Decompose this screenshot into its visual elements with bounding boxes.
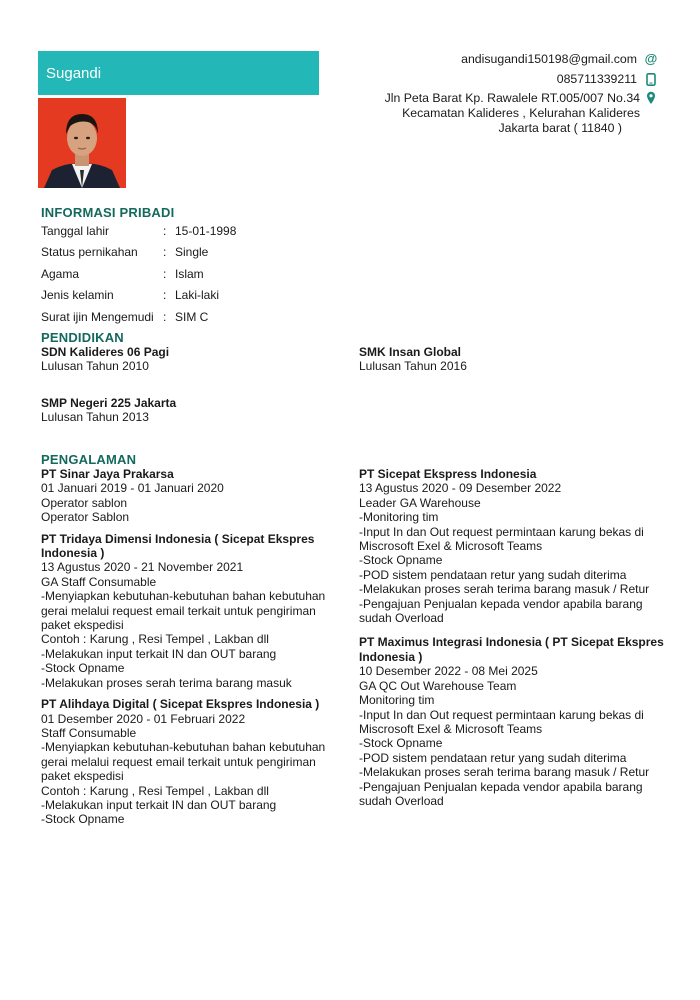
education-entry — [41, 345, 341, 374]
company-name: PT Sinar Jaya Prakarsa — [41, 467, 174, 481]
contact-info — [328, 50, 658, 136]
info-value: Laki-laki — [175, 288, 220, 303]
name-banner — [38, 51, 319, 95]
experience-line: Staff Consumable — [41, 725, 137, 740]
email-row — [328, 50, 658, 68]
graduation-year: Lulusan Tahun 2010 — [41, 359, 149, 374]
graduation-year: Lulusan Tahun 2013 — [41, 410, 149, 425]
company-name: PT Tridaya Dimensi Indonesia ( Sicepat Ekspres Indonesia ) — [41, 531, 315, 561]
location-pin-icon — [644, 91, 658, 136]
graduation-year: Lulusan Tahun 2016 — [359, 359, 467, 374]
info-value: Islam — [175, 266, 204, 281]
experience-line: -Menyiapkan kebutuhan-kebutuhan bahan kebutuhan gerai melalui request email terkait untuk pengiriman paket ekspedisi — [41, 589, 326, 633]
company-name: PT Alihdaya Digital ( Sicepat Ekspres Indonesia ) — [41, 697, 320, 712]
experience-line: -Melakukan proses serah terima barang masuk — [41, 675, 292, 690]
profile-photo — [38, 98, 126, 188]
phone-row — [328, 70, 658, 88]
experience-heading: PENGALAMAN — [41, 452, 137, 467]
experience-line: 01 Desember 2020 - 01 Februari 2022 — [41, 711, 246, 726]
info-separator: : — [163, 266, 167, 281]
address-line: Jln Peta Barat Kp. Rawalele RT.005/007 No.34 — [384, 91, 640, 105]
experience-line: -Stock Opname — [41, 661, 125, 676]
experience-line: -Melakukan proses serah terima barang masuk / Retur — [359, 765, 650, 780]
info-label: Tanggal lahir — [41, 223, 110, 238]
education-entry — [359, 345, 669, 374]
info-row — [41, 263, 236, 285]
phone-icon — [644, 73, 658, 86]
experience-entry — [41, 532, 341, 690]
info-label: Status pernikahan — [41, 245, 138, 260]
email-text: andisugandi150198@gmail.com — [461, 52, 637, 66]
experience-line: -Pengajuan Penjualan kepada vendor apabila barang sudah Overload — [359, 779, 643, 808]
education-heading: PENDIDIKAN — [41, 330, 124, 345]
experience-line: Contoh : Karung , Resi Tempel , Lakban dll — [41, 783, 269, 798]
experience-line: GA Staff Consumable — [41, 574, 157, 589]
at-icon: @ — [644, 51, 658, 66]
info-row — [41, 285, 236, 307]
school-name: SDN Kalideres 06 Pagi — [41, 345, 170, 359]
experience-line: -Melakukan proses serah terima barang masuk / Retur — [359, 582, 650, 597]
address-line: Kecamatan Kalideres , Kelurahan Kalideres — [402, 106, 640, 120]
experience-line: -POD sistem pendataan retur yang sudah diterima — [359, 567, 627, 582]
experience-line: -Melakukan input terkait IN dan OUT barang — [41, 797, 277, 812]
experience-line: -Input In dan Out request permintaan karung bekas di Miscrosoft Exel & Microsoft Teams — [359, 707, 644, 736]
experience-line: 13 Agustus 2020 - 09 Desember 2022 — [359, 481, 562, 496]
info-value: Single — [175, 245, 209, 260]
phone-text: 085711339211 — [556, 72, 637, 86]
info-label: Surat ijin Mengemudi — [41, 309, 154, 324]
experience-right-column — [359, 467, 669, 815]
experience-line: -Menyiapkan kebutuhan-kebutuhan bahan kebutuhan gerai melalui request email terkait untuk pengiriman paket ekspedisi — [41, 740, 326, 784]
experience-line: -Monitoring tim — [359, 510, 439, 525]
info-separator: : — [163, 288, 167, 303]
education-right-column — [359, 345, 669, 374]
profile-photo-image — [38, 98, 126, 188]
personal-info-heading: INFORMASI PRIBADI — [41, 205, 175, 220]
experience-line: -Stock Opname — [359, 736, 443, 751]
info-separator: : — [163, 309, 167, 324]
experience-line: Operator Sablon — [41, 510, 130, 525]
info-separator: : — [163, 245, 167, 260]
experience-line: Operator sablon — [41, 495, 128, 510]
address-block — [328, 91, 658, 136]
education-entry — [41, 396, 341, 425]
experience-left-column — [41, 467, 341, 834]
info-separator: : — [163, 223, 167, 238]
experience-line: GA QC Out Warehouse Team — [359, 678, 517, 693]
experience-entry — [359, 635, 669, 808]
experience-line: -Input In dan Out request permintaan karung bekas di Miscrosoft Exel & Microsoft Teams — [359, 524, 644, 554]
education-left-column — [41, 345, 341, 425]
info-value: SIM C — [175, 309, 209, 324]
info-row — [41, 306, 236, 328]
experience-line: Leader GA Warehouse — [359, 495, 481, 510]
experience-line: -POD sistem pendataan retur yang sudah diterima — [359, 750, 627, 765]
info-label: Jenis kelamin — [41, 288, 114, 303]
person-name: Sugandi — [46, 64, 102, 82]
address-line: Jakarta barat ( 11840 ) — [498, 121, 622, 135]
school-name: SMK Insan Global — [359, 345, 462, 359]
experience-entry — [41, 697, 341, 827]
info-row — [41, 220, 236, 242]
experience-entry — [359, 467, 669, 625]
experience-line: -Pengajuan Penjualan kepada vendor apabila barang sudah Overload — [359, 596, 643, 626]
school-name: SMP Negeri 225 Jakarta — [41, 395, 177, 410]
experience-line: 10 Desember 2022 - 08 Mei 2025 — [359, 664, 538, 679]
personal-info-list — [41, 220, 236, 328]
company-name: PT Maximus Integrasi Indonesia ( PT Sicepat Ekspres Indonesia ) — [359, 635, 664, 664]
experience-line: -Melakukan input terkait IN dan OUT barang — [41, 646, 277, 661]
experience-line: -Stock Opname — [359, 553, 443, 568]
experience-line: 01 Januari 2019 - 01 Januari 2020 — [41, 481, 224, 496]
experience-line: Contoh : Karung , Resi Tempel , Lakban dll — [41, 632, 269, 647]
info-row — [41, 242, 236, 264]
experience-entry — [41, 467, 341, 525]
experience-line: -Stock Opname — [41, 812, 125, 827]
info-label: Agama — [41, 266, 80, 281]
info-value: 15-01-1998 — [175, 223, 237, 238]
company-name: PT Sicepat Ekspress Indonesia — [359, 467, 537, 481]
experience-line: 13 Agustus 2020 - 21 November 2021 — [41, 560, 244, 575]
experience-line: Monitoring tim — [359, 693, 435, 708]
